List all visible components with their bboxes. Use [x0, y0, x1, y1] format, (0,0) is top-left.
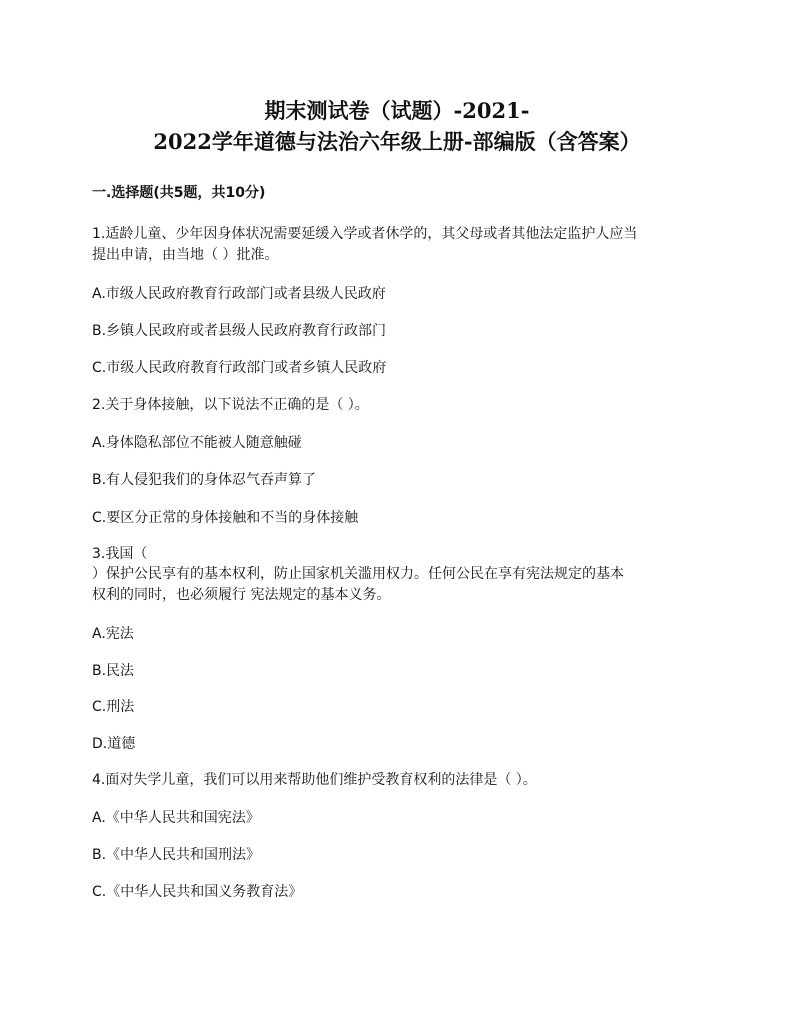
question-3-option-d: D.道德 [92, 736, 136, 752]
title-line-2: 2022学年道德与法治六年级上册-部编版（含答案） [153, 129, 641, 154]
question-3-stem-line-1: 3.我国（ [92, 546, 148, 562]
question-4-stem-line-1: 4.面对失学儿童，我们可以用来帮助他们维护受教育权利的法律是（ ）。 [92, 772, 537, 788]
question-1-option-b: B.乡镇人民政府或者县级人民政府教育行政部门 [92, 323, 387, 339]
question-2-stem-line-1: 2.关于身体接触，以下说法不正确的是（ ）。 [92, 397, 369, 413]
question-1-stem-line-2: 提出申请，由当地（ ）批准。 [92, 247, 279, 263]
question-2-option-a: A.身体隐私部位不能被人随意触碰 [92, 435, 302, 451]
question-3-option-b: B.民法 [92, 663, 135, 679]
question-4-option-b: B.《中华人民共和国刑法》 [92, 847, 261, 863]
section-heading: 一.选择题(共5题，共10分) [92, 185, 266, 201]
question-4-option-c: C.《中华人民共和国义务教育法》 [92, 884, 303, 900]
question-2-option-c: C.要区分正常的身体接触和不当的身体接触 [92, 510, 359, 526]
question-3-stem-line-3: 权利的同时，也必须履行 宪法规定的基本义务。 [92, 587, 391, 603]
question-4-option-a: A.《中华人民共和国宪法》 [92, 810, 260, 826]
question-3-option-a: A.宪法 [92, 626, 134, 642]
question-1-option-a: A.市级人民政府教育行政部门或者县级人民政府 [92, 286, 386, 302]
question-3-stem-line-2: ）保护公民享有的基本权利，防止国家机关滥用权力。任何公民在享有宪法规定的基本 [92, 566, 624, 582]
document-title [0, 95, 794, 157]
question-3-option-c: C.刑法 [92, 699, 135, 715]
question-2-option-b: B.有人侵犯我们的身体忍气吞声算了 [92, 472, 317, 488]
title-line-1: 期末测试卷（试题）-2021- [264, 98, 530, 123]
question-1-option-c: C.市级人民政府教育行政部门或者乡镇人民政府 [92, 360, 387, 376]
question-1-stem-line-1: 1.适龄儿童、少年因身体状况需要延缓入学或者休学的，其父母或者其他法定监护人应当 [92, 226, 638, 242]
